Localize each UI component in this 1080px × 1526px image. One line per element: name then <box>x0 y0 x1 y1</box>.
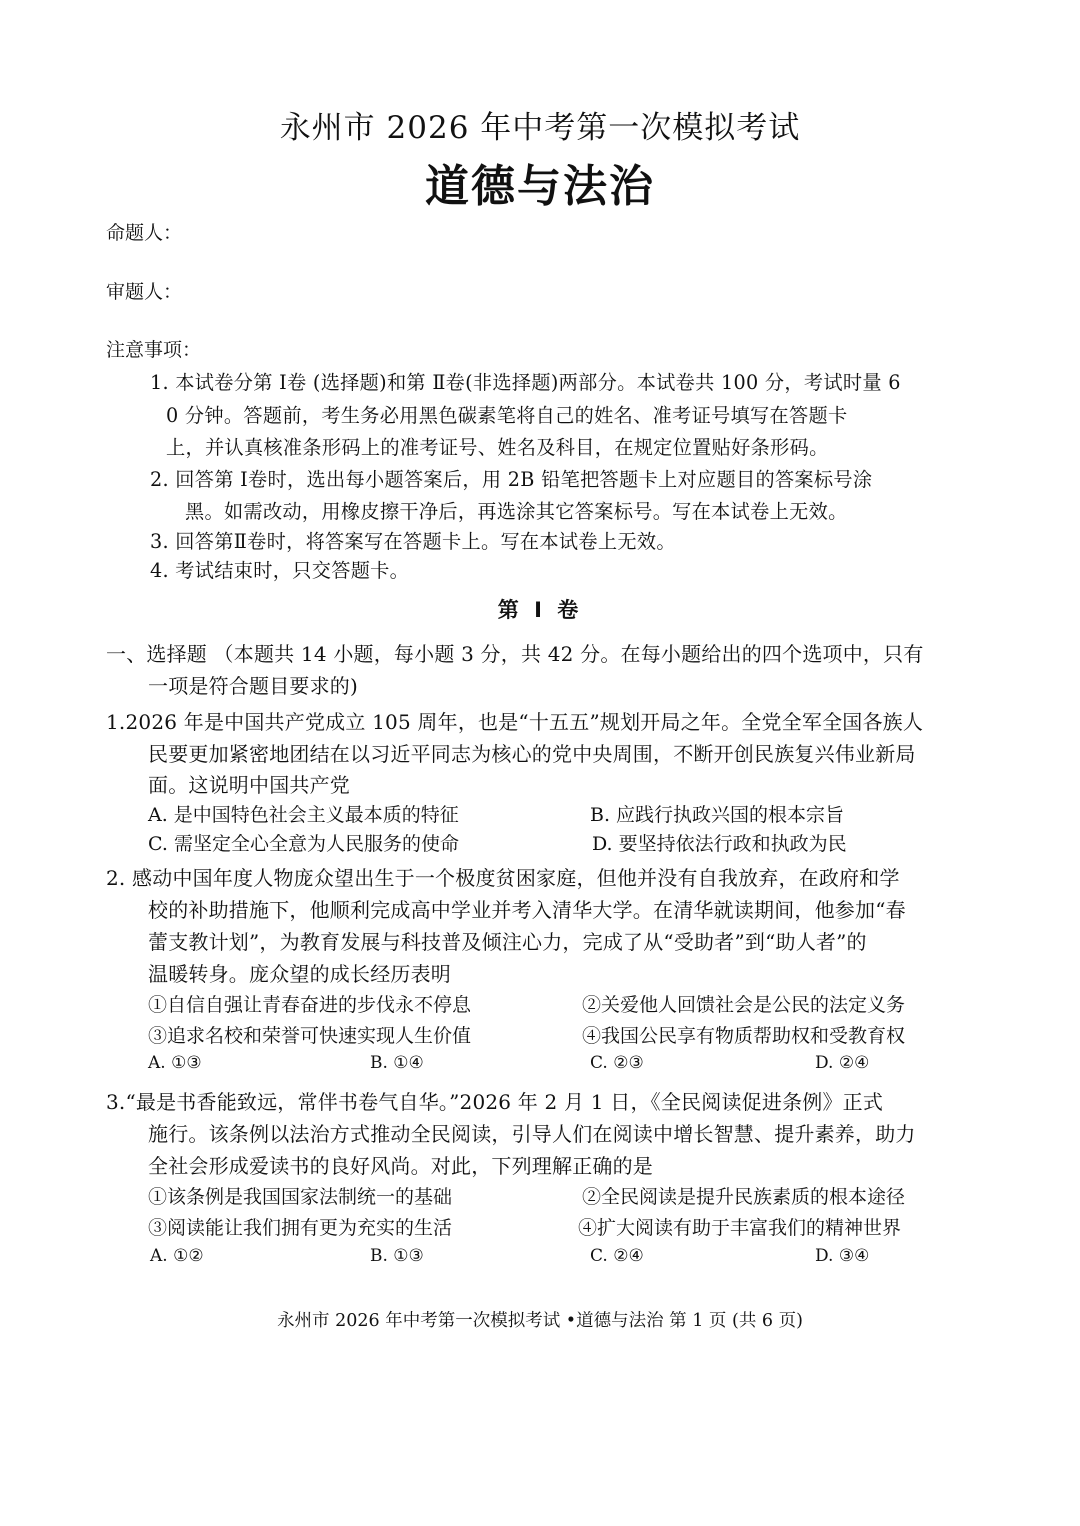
notice-line: 4. 考试结束时，只交答题卡。 <box>150 559 410 582</box>
notice-heading: 注意事项： <box>106 339 202 361</box>
question-3-statement-3: ③阅读能让我们拥有更为充实的生活 <box>148 1217 453 1239</box>
question-1-stem: 面。这说明中国共产党 <box>148 773 350 797</box>
notice-line: 2. 回答第 Ⅰ卷时，选出每小题答案后，用 2B 铅笔把答题卡上对应题目的答案标号涂 <box>150 468 873 491</box>
section-title: 第 Ⅰ 卷 <box>497 598 583 622</box>
notice-line: 1. 本试卷分第 Ⅰ卷 (选择题)和第 Ⅱ卷(非选择题)两部分。本试卷共 100 分，考试时量 6 <box>150 371 901 394</box>
question-3-option-c: C. ②④ <box>590 1246 644 1266</box>
section-intro: 一、选择题 （本题共 14 小题，每小题 3 分，共 42 分。在每小题给出的四个选项中，只有 <box>106 642 924 666</box>
question-3-option-a: A. ①② <box>150 1246 204 1266</box>
question-1-option-b: B. 应践行执政兴国的根本宗旨 <box>590 804 845 826</box>
question-2-option-a: A. ①③ <box>148 1053 202 1073</box>
question-2-stem: 蕾支教计划”，为教育发展与科技普及倾注心力，完成了从“受助者”到“助人者”的 <box>148 930 867 954</box>
question-3-option-d: D. ③④ <box>815 1246 870 1266</box>
question-2-stem: 2. 感动中国年度人物庞众望出生于一个极度贫困家庭，但他并没有自我放弃，在政府和学 <box>106 866 900 890</box>
reviewer-label: 审题人： <box>106 281 183 303</box>
author-label: 命题人： <box>106 222 183 244</box>
question-3-stem: 3.“最是书香能致远，常伴书卷气自华。”2026 年 2 月 1 日，《全民阅读促进条例》正式 <box>106 1090 884 1114</box>
question-2-statement-4: ④我国公民享有物质帮助权和受教育权 <box>582 1025 906 1047</box>
question-1-option-a: A. 是中国特色社会主义最本质的特征 <box>148 804 459 826</box>
question-3-statement-2: ②全民阅读是提升民族素质的根本途径 <box>582 1186 906 1208</box>
subject-title: 道德与法治 <box>425 161 655 212</box>
question-2-statement-3: ③追求名校和荣誉可快速实现人生价值 <box>148 1025 472 1047</box>
notice-line: 上，并认真核准条形码上的准考证号、姓名及科目，在规定位置贴好条形码。 <box>166 436 829 459</box>
section-intro: 一项是符合题目要求的) <box>148 674 359 698</box>
question-2-statement-2: ②关爱他人回馈社会是公民的法定义务 <box>582 994 906 1016</box>
question-2-option-c: C. ②③ <box>590 1053 644 1073</box>
exam-title: 永州市 2026 年中考第一次模拟考试 <box>279 110 801 146</box>
question-3-statement-1: ①该条例是我国国家法制统一的基础 <box>148 1186 453 1208</box>
notice-line: 0 分钟。答题前，考生务必用黑色碳素笔将自己的姓名、准考证号填写在答题卡 <box>166 404 848 427</box>
question-2-option-b: B. ①④ <box>370 1053 424 1073</box>
question-2-stem: 校的补助措施下，他顺利完成高中学业并考入清华大学。在清华就读期间，他参加“春 <box>148 898 906 922</box>
question-1-stem: 民要更加紧密地团结在以习近平同志为核心的党中央周围，不断开创民族复兴伟业新局 <box>148 742 916 766</box>
question-3-statement-4: ④扩大阅读有助于丰富我们的精神世界 <box>578 1217 902 1239</box>
question-2-statement-1: ①自信自强让青春奋进的步伐永不停息 <box>148 994 472 1016</box>
question-1-option-d: D. 要坚持依法行政和执政为民 <box>592 833 847 855</box>
question-3-stem: 全社会形成爱读书的良好风尚。对此，下列理解正确的是 <box>148 1154 653 1178</box>
question-1-option-c: C. 需坚定全心全意为人民服务的使命 <box>148 833 459 855</box>
page-footer: 永州市 2026 年中考第一次模拟考试 •道德与法治 第 1 页 (共 6 页) <box>277 1311 803 1331</box>
question-3-option-b: B. ①③ <box>370 1246 424 1266</box>
question-3-stem: 施行。该条例以法治方式推动全民阅读，引导人们在阅读中增长智慧、提升素养，助力 <box>148 1122 916 1146</box>
notice-line: 3. 回答第Ⅱ卷时，将答案写在答题卡上。写在本试卷上无效。 <box>150 530 676 553</box>
notice-line: 黑。如需改动，用橡皮擦干净后，再选涂其它答案标号。写在本试卷上无效。 <box>185 500 848 523</box>
question-1-stem: 1.2026 年是中国共产党成立 105 周年，也是“十五五”规划开局之年。全党全军全国各族人 <box>106 710 924 734</box>
question-2-stem: 温暖转身。庞众望的成长经历表明 <box>148 962 451 986</box>
question-2-option-d: D. ②④ <box>815 1053 870 1073</box>
